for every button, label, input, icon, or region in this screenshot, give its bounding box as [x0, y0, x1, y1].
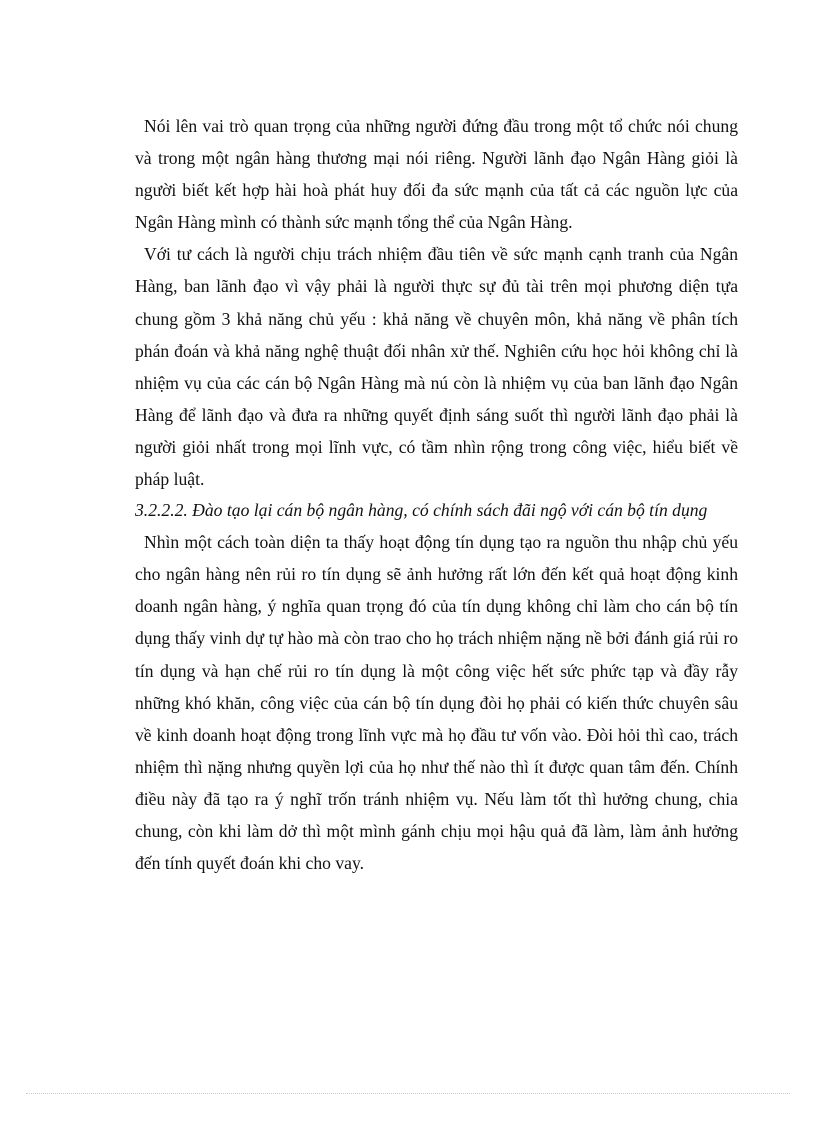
paragraph-credit-staff: Nhìn một cách toàn diện ta thấy hoạt động tín dụng tạo ra nguồn thu nhập chủ yếu cho ngân hàng nên rủi ro tín dụng sẽ ảnh hưởng rất lớn đến kết quả hoạt động kinh doanh ngân hàng, ý nghĩa quan trọng đó của tín dụng không chỉ làm cho cán bộ tín dụng thấy vinh dự tự hào mà còn trao cho họ trách nhiệm nặng nề bởi đánh giá rủi ro tín dụng và hạn chế rủi ro tín dụng là một công việc hết sức phức tạp và đầy rẫy những khó khăn, công việc của cán bộ tín dụng đòi họ phải có kiến thức chuyên sâu về kinh doanh hoạt động trong lĩnh vực mà họ đầu tư vốn vào. Đòi hỏi thì cao, trách nhiệm thì nặng nhưng quyền lợi của họ như thế nào thì ít được quan tâm đến. Chính điều này đã tạo ra ý nghĩ trốn tránh nhiệm vụ. Nếu làm tốt thì hưởng chung, chia chung, còn khi làm dở thì một mình gánh chịu mọi hậu quả đã làm, làm ảnh hưởng đến tính quyết đoán khi cho vay. [135, 532, 738, 874]
paragraph-leadership-role: Nói lên vai trò quan trọng của những người đứng đầu trong một tổ chức nói chung và trong một ngân hàng thương mại nói riêng. Người lãnh đạo Ngân Hàng giỏi là người biết kết hợp hài hoà phát huy đối đa sức mạnh của tất cả các nguồn lực của Ngân Hàng mình có thành sức mạnh tổng thể của Ngân Hàng. [135, 116, 738, 233]
section-heading-3-2-2-2: 3.2.2.2. Đào tạo lại cán bộ ngân hàng, có chính sách đãi ngộ với cán bộ tín dụng [135, 500, 708, 521]
paragraph-leadership-capabilities: Với tư cách là người chịu trách nhiệm đầu tiên về sức mạnh cạnh tranh của Ngân Hàng, ban lãnh đạo vì vậy phải là người thực sự đủ tài trên mọi phương diện tựa chung gồm 3 khả năng chủ yếu : khả năng về chuyên môn, khả năng về phân tích phán đoán và khả năng nghệ thuật đối nhân xử thế. Nghiên cứu học hỏi không chỉ là nhiệm vụ của các cán bộ Ngân Hàng mà nú còn là nhiệm vụ của ban lãnh đạo Ngân Hàng để lãnh đạo và đưa ra những quyết định sáng suốt thì người lãnh đạo phải là người giỏi nhất trong mọi lĩnh vực, có tầm nhìn rộng trong công việc, hiểu biết về pháp luật. [135, 244, 738, 490]
footer-dotted-rule [26, 1093, 790, 1094]
document-body [135, 110, 738, 879]
